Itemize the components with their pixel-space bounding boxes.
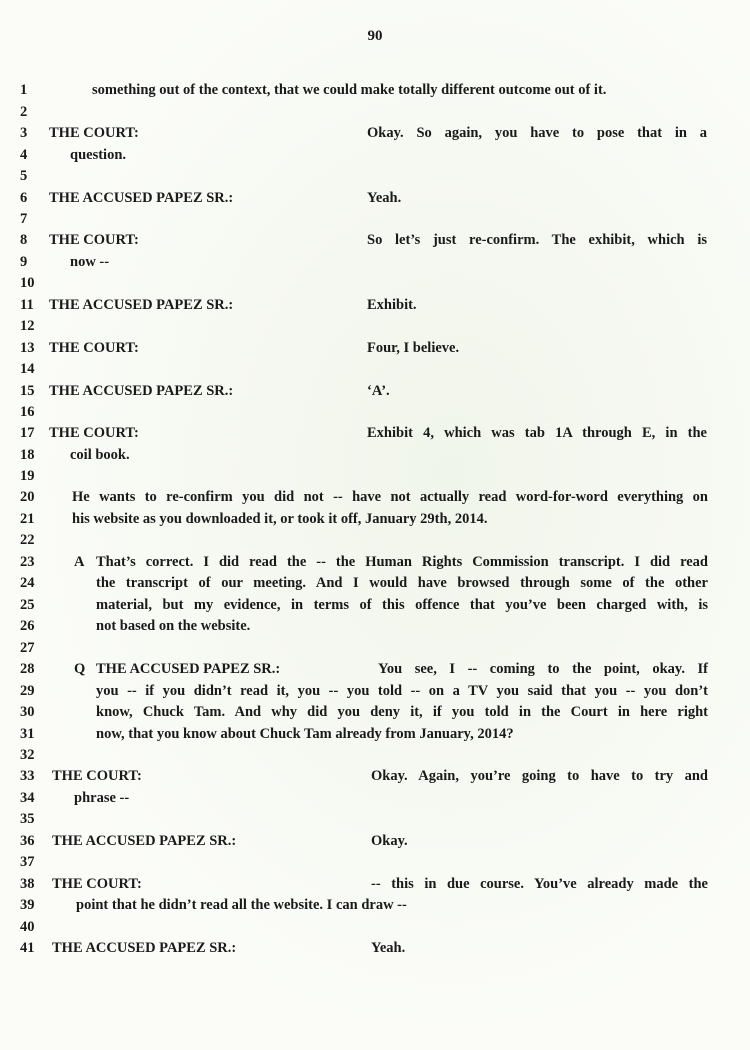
line-text: That’s correct. I did read the -- the Human Rights Commission transcript. I did read bbox=[96, 554, 708, 570]
line-number: 18 bbox=[20, 447, 35, 463]
transcript-line bbox=[0, 338, 750, 359]
line-number: 33 bbox=[20, 768, 35, 784]
line-number: 22 bbox=[20, 532, 35, 548]
line-text: point that he didn’t read all the website. I can draw -- bbox=[76, 897, 407, 913]
line-number: 30 bbox=[20, 704, 35, 720]
transcript-line bbox=[0, 745, 750, 766]
line-number: 2 bbox=[20, 104, 28, 120]
answer-label: A bbox=[74, 554, 85, 570]
line-number: 32 bbox=[20, 747, 35, 763]
line-text: you -- if you didn’t read it, you -- you told -- on a TV you said that you -- you don’t bbox=[96, 683, 708, 699]
transcript-line bbox=[0, 487, 750, 508]
line-number: 36 bbox=[20, 833, 35, 849]
line-number: 31 bbox=[20, 726, 35, 742]
speaker-label: THE ACCUSED PAPEZ SR.: bbox=[96, 661, 281, 677]
transcript-line bbox=[0, 874, 750, 895]
transcript-line bbox=[0, 102, 750, 123]
line-text: Yeah. bbox=[367, 190, 402, 206]
transcript-line bbox=[0, 530, 750, 551]
transcript-line bbox=[0, 831, 750, 852]
line-text: know, Chuck Tam. And why did you deny it, if you told in the Court in here right bbox=[96, 704, 708, 720]
transcript-line bbox=[0, 80, 750, 101]
line-number: 29 bbox=[20, 683, 35, 699]
line-text: now, that you know about Chuck Tam already from January, 2014? bbox=[96, 726, 514, 742]
line-number: 16 bbox=[20, 404, 35, 420]
line-text: now -- bbox=[70, 254, 110, 270]
speaker-label: THE COURT: bbox=[49, 232, 139, 248]
transcript-line bbox=[0, 295, 750, 316]
line-text: his website as you downloaded it, or took it off, January 29th, 2014. bbox=[72, 511, 488, 527]
speaker-label: THE ACCUSED PAPEZ SR.: bbox=[49, 190, 234, 206]
transcript-line bbox=[0, 616, 750, 637]
line-number: 24 bbox=[20, 575, 35, 591]
line-number: 26 bbox=[20, 618, 35, 634]
line-number: 38 bbox=[20, 876, 35, 892]
line-number: 11 bbox=[20, 297, 34, 313]
line-number: 23 bbox=[20, 554, 35, 570]
line-number: 8 bbox=[20, 232, 28, 248]
speaker-label: THE ACCUSED PAPEZ SR.: bbox=[52, 833, 237, 849]
line-number: 17 bbox=[20, 425, 35, 441]
transcript-line bbox=[0, 659, 750, 680]
transcript-line bbox=[0, 466, 750, 487]
line-number: 15 bbox=[20, 383, 35, 399]
transcript-line bbox=[0, 402, 750, 423]
transcript-line bbox=[0, 917, 750, 938]
transcript-line bbox=[0, 809, 750, 830]
transcript-line bbox=[0, 681, 750, 702]
line-text: -- this in due course. You’ve already made the bbox=[371, 876, 708, 892]
transcript-line bbox=[0, 552, 750, 573]
speaker-label: THE ACCUSED PAPEZ SR.: bbox=[49, 383, 234, 399]
transcript-line bbox=[0, 123, 750, 144]
line-number: 37 bbox=[20, 854, 35, 870]
line-number: 40 bbox=[20, 919, 35, 935]
line-number: 4 bbox=[20, 147, 28, 163]
line-number: 6 bbox=[20, 190, 28, 206]
transcript-line bbox=[0, 188, 750, 209]
line-text: question. bbox=[70, 147, 127, 163]
page-number: 90 bbox=[367, 28, 383, 44]
transcript-line bbox=[0, 381, 750, 402]
line-text: Yeah. bbox=[371, 940, 406, 956]
line-number: 5 bbox=[20, 168, 28, 184]
line-text: ‘A’. bbox=[367, 383, 390, 399]
transcript-line bbox=[0, 166, 750, 187]
speaker-label: THE COURT: bbox=[52, 768, 142, 784]
speaker-label: THE COURT: bbox=[49, 425, 139, 441]
line-text: Okay. So again, you have to pose that in a bbox=[367, 125, 707, 141]
transcript-line bbox=[0, 316, 750, 337]
line-number: 1 bbox=[20, 82, 28, 98]
transcript-line bbox=[0, 423, 750, 444]
line-text: So let’s just re-confirm. The exhibit, which is bbox=[367, 232, 707, 248]
line-text: not based on the website. bbox=[96, 618, 251, 634]
line-number: 25 bbox=[20, 597, 35, 613]
transcript-line bbox=[0, 573, 750, 594]
transcript-line bbox=[0, 788, 750, 809]
transcript-line bbox=[0, 895, 750, 916]
speaker-label: THE COURT: bbox=[49, 340, 139, 356]
line-number: 9 bbox=[20, 254, 28, 270]
line-number: 35 bbox=[20, 811, 35, 827]
line-text: Exhibit. bbox=[367, 297, 417, 313]
transcript-line bbox=[0, 766, 750, 787]
line-number: 21 bbox=[20, 511, 35, 527]
line-text: Exhibit 4, which was tab 1A through E, in the bbox=[367, 425, 707, 441]
line-number: 3 bbox=[20, 125, 28, 141]
transcript-line bbox=[0, 145, 750, 166]
line-text: Okay. Again, you’re going to have to try and bbox=[371, 768, 708, 784]
line-text: Four, I believe. bbox=[367, 340, 460, 356]
line-text: You see, I -- coming to the point, okay. If bbox=[378, 661, 708, 677]
line-text: Okay. bbox=[371, 833, 408, 849]
line-number: 7 bbox=[20, 211, 28, 227]
line-text: material, but my evidence, in terms of this offence that you’ve been charged with, is bbox=[96, 597, 708, 613]
line-number: 34 bbox=[20, 790, 35, 806]
line-number: 12 bbox=[20, 318, 35, 334]
speaker-label: THE COURT: bbox=[52, 876, 142, 892]
transcript-line bbox=[0, 445, 750, 466]
question-label: Q bbox=[74, 661, 86, 677]
transcript-line bbox=[0, 273, 750, 294]
transcript-line bbox=[0, 230, 750, 251]
line-number: 14 bbox=[20, 361, 35, 377]
transcript-line bbox=[0, 852, 750, 873]
line-number: 10 bbox=[20, 275, 35, 291]
line-number: 20 bbox=[20, 489, 35, 505]
line-number: 39 bbox=[20, 897, 35, 913]
line-number: 19 bbox=[20, 468, 35, 484]
line-number: 27 bbox=[20, 640, 35, 656]
transcript-line bbox=[0, 359, 750, 380]
line-text: phrase -- bbox=[74, 790, 130, 806]
transcript-line bbox=[0, 252, 750, 273]
transcript-line bbox=[0, 638, 750, 659]
transcript-line bbox=[0, 209, 750, 230]
line-number: 28 bbox=[20, 661, 35, 677]
transcript-line bbox=[0, 938, 750, 959]
transcript-line bbox=[0, 595, 750, 616]
line-number: 13 bbox=[20, 340, 35, 356]
line-text: coil book. bbox=[70, 447, 130, 463]
line-text: something out of the context, that we could make totally different outcome out of it. bbox=[92, 82, 607, 98]
speaker-label: THE ACCUSED PAPEZ SR.: bbox=[52, 940, 237, 956]
line-text: He wants to re-confirm you did not -- have not actually read word-for-word everything on bbox=[72, 489, 708, 505]
transcript-line bbox=[0, 509, 750, 530]
line-number: 41 bbox=[20, 940, 35, 956]
transcript-line bbox=[0, 702, 750, 723]
speaker-label: THE COURT: bbox=[49, 125, 139, 141]
transcript-line bbox=[0, 724, 750, 745]
speaker-label: THE ACCUSED PAPEZ SR.: bbox=[49, 297, 234, 313]
line-text: the transcript of our meeting. And I would have browsed through some of the other bbox=[96, 575, 708, 591]
